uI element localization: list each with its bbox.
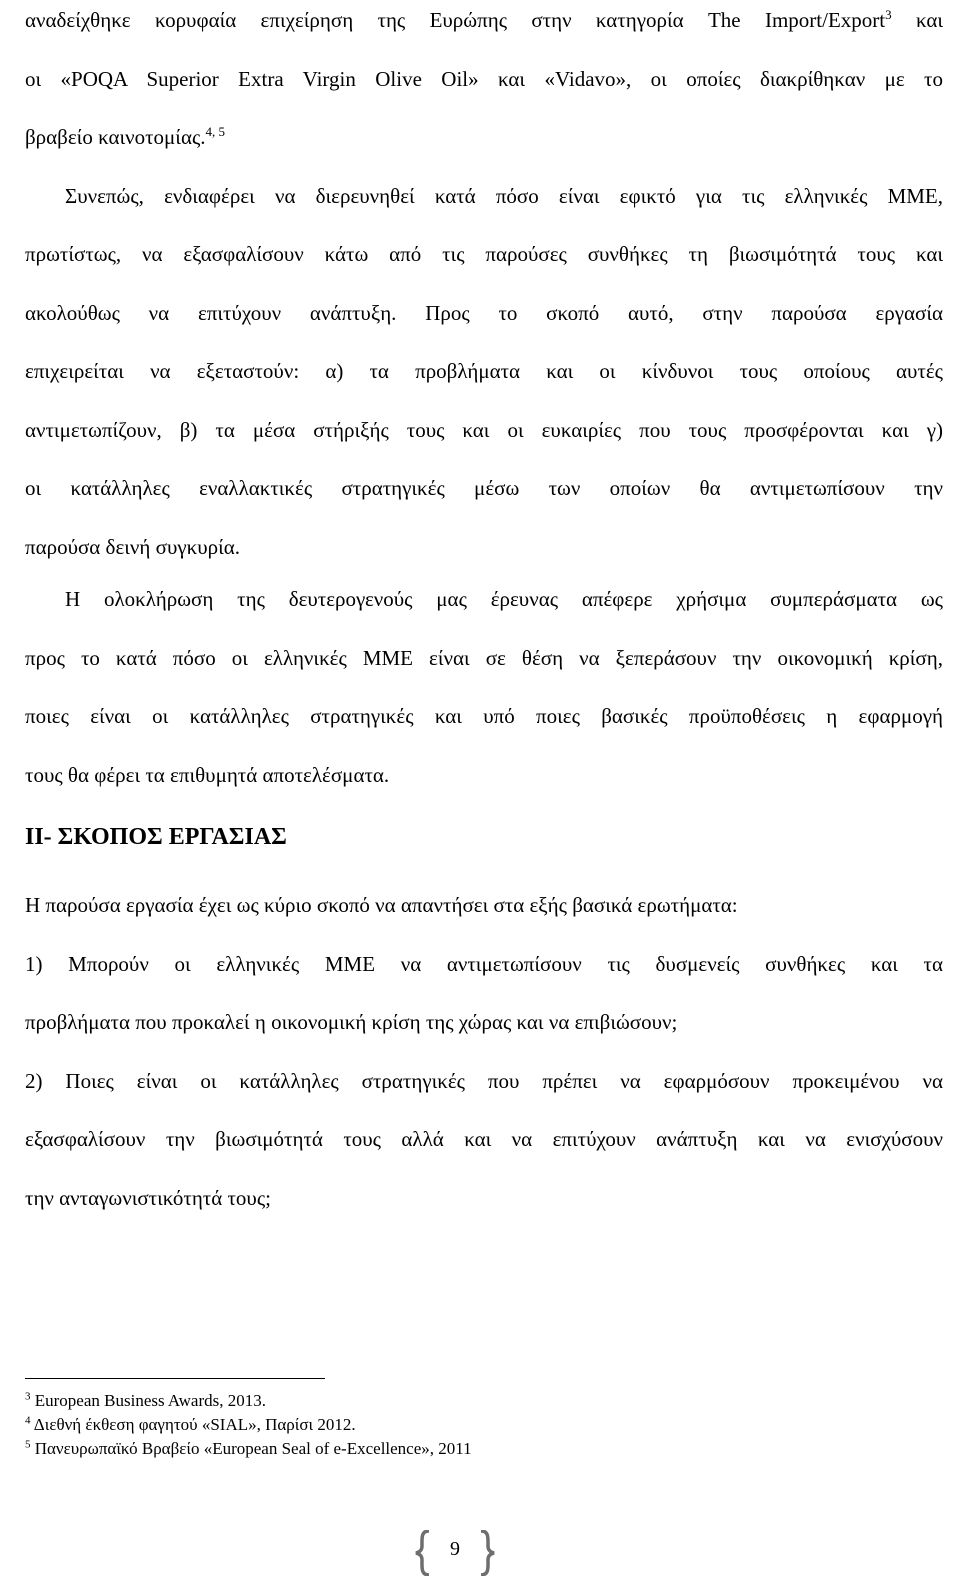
text-line: οι «POQA Superior Extra Virgin Olive Oil» και «Vidavo», οι οποίες διακρίθηκαν με το — [25, 66, 943, 91]
text-line: ποιες είναι οι κατάλληλες στρατηγικές και υπό ποιες βασικές προϋποθέσεις η εφαρμογή — [25, 704, 943, 728]
text-line: ακολούθως να επιτύχουν ανάπτυξη. Προς το σκοπό αυτό, στην παρούσα εργασία — [25, 300, 943, 325]
text-line: επιχειρείται να εξεταστούν: α) τα προβλήματα και οι κίνδυνοι τους οποίους αυτές — [25, 359, 943, 383]
footnote-ref[interactable]: 4, 5 — [205, 124, 226, 139]
question-1 — [25, 935, 943, 1052]
text-line: την ανταγωνιστικότητά τους; — [25, 1185, 271, 1210]
intro-paragraph — [25, 0, 943, 167]
text-line: παρούσα δεινή συγκυρία. — [25, 534, 241, 559]
page-footer — [415, 1530, 495, 1580]
right-brace-icon — [479, 1530, 495, 1576]
text-line: προς το κατά πόσο οι ελληνικές ΜΜΕ είναι σε θέση να ξεπεράσουν την οικονομική κρίση, — [25, 645, 943, 670]
footnote: $^4$ Διεθνή έκθεση φαγητού «SIAL», Παρίσι 2012. — [25, 1414, 356, 1434]
section-heading: ΙΙ- ΣΚΟΠΟΣ ΕΡΓΑΣΙΑΣ — [25, 824, 287, 850]
text-line: προβλήματα που προκαλεί η οικονομική κρίση της χώρας και να επιβιώσουν; — [25, 1010, 678, 1034]
question-2 — [25, 1052, 943, 1228]
text-line: 2) Ποιες είναι οι κατάλληλες στρατηγικές που πρέπει να εφαρμόσουν προκειμένου να — [25, 1068, 943, 1093]
text-line: 1) Μπορούν οι ελληνικές ΜΜΕ να αντιμετωπίσουν τις δυσμενείς συνθήκες και τα — [25, 951, 943, 976]
text-line: Συνεπώς, ενδιαφέρει να διερευνηθεί κατά πόσο είναι εφικτό για τις ελληνικές ΜΜΕ, — [65, 183, 943, 208]
footnote-separator — [25, 1378, 325, 1379]
text-line: τους θα φέρει τα επιθυμητά αποτελέσματα. — [25, 762, 390, 787]
footnote: $^3$ European Business Awards, 2013. — [25, 1390, 266, 1410]
body-text-conclusions — [25, 570, 943, 804]
section-intro — [25, 876, 943, 935]
paragraph-conclusions — [25, 570, 943, 804]
paragraph-purpose — [25, 167, 943, 577]
footnote: $^5$ Πανευρωπαϊκό Βραβείο «European Seal of e-Excellence», 2011 — [25, 1438, 472, 1458]
page-number: 9 — [450, 1538, 460, 1560]
text-line: αντιμετωπίζουν, β) τα μέσα στήριξής τους και οι ευκαιρίες που τους προσφέρονται και γ) — [25, 417, 943, 442]
text-line: βραβείο καινοτομίας.$^{4, 5}$ — [25, 124, 226, 149]
footnote-ref[interactable]: 3 — [885, 7, 892, 22]
text-line: Η ολοκλήρωση της δευτερογενούς μας έρευνας απέφερε χρήσιμα συμπεράσματα ως — [65, 587, 943, 611]
footnotes — [25, 1389, 472, 1461]
body-text-top — [25, 0, 943, 576]
text-line: Η παρούσα εργασία έχει ως κύριο σκοπό να απαντήσει στα εξής βασικά ερωτήματα: — [25, 893, 738, 917]
text-line: πρωτίστως, να εξασφαλίσουν κάτω από τις παρούσες συνθήκες τη βιωσιμότητά τους και — [25, 242, 943, 266]
text-line: οι κατάλληλες εναλλακτικές στρατηγικές μέσω των οποίων θα αντιμετωπίσουν την — [25, 476, 943, 500]
section-body — [25, 876, 943, 1227]
text-line: εξασφαλίσουν την βιωσιμότητά τους αλλά και να επιτύχουν ανάπτυξη και να ενισχύσουν — [25, 1127, 943, 1151]
text-line: αναδείχθηκε κορυφαία επιχείρηση της Ευρώπης στην κατηγορία The Import/Export$^3$ και — [25, 7, 943, 32]
